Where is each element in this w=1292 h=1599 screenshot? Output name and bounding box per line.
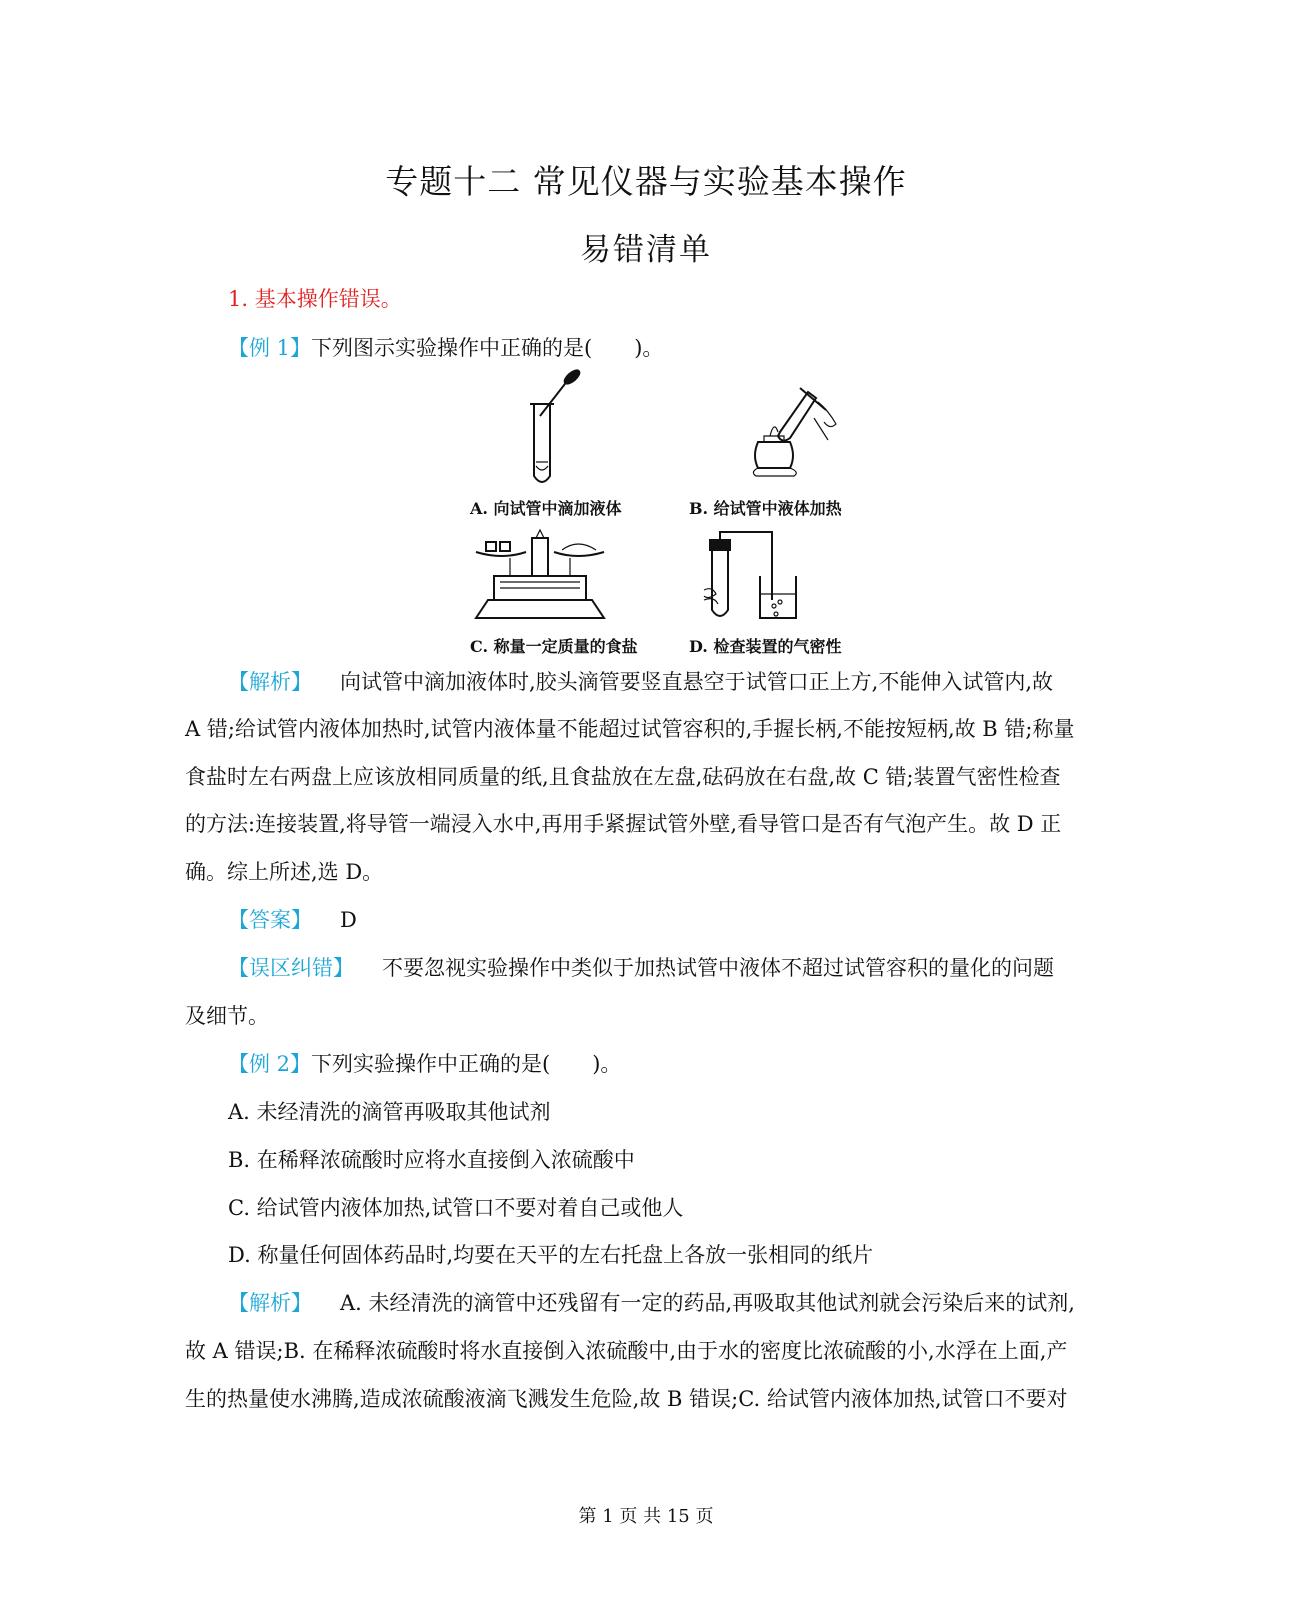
example-1-question-text: 下列图示实验操作中正确的是( )。 [311,336,664,360]
answer-tag: 【答案】 [228,908,312,932]
analysis-tag: 【解析】 [228,670,312,694]
example-2-option-c: C. 给试管内液体加热,试管口不要对着自己或他人 [228,1196,684,1220]
example-1-analysis-line-5: 确。综上所述,选 D。 [185,860,384,884]
example-1-question [228,333,663,363]
correction-tag: 【误区纠错】 [228,956,354,980]
figure-b-heating-test-tube [730,384,840,484]
example-2-analysis-line-3: 生的热量使水沸腾,造成浓硫酸液滴飞溅发生危险,故 B 错误;C. 给试管内液体加热,试管口不要对 [185,1387,1068,1411]
example-1-analysis-line-1: 【解析】 向试管中滴加液体时,胶头滴管要竖直悬空于试管口正上方,不能伸入试管内,故 [228,670,1054,694]
example-2-question [228,1049,621,1079]
example-1-correction-line-1: 【误区纠错】 不要忽视实验操作中类似于加热试管中液体不超过试管容积的量化的问题 [228,956,1054,980]
example-2-analysis-line-1: 【解析】 A. 未经清洗的滴管中还残留有一定的药品,再吸取其他试剂就会污染后来的试剂, [228,1291,1075,1315]
figure-c-balance [470,530,610,620]
example-2-option-d: D. 称量任何固体药品时,均要在天平的左右托盘上各放一张相同的纸片 [228,1243,874,1267]
figure-d-airtightness-check [702,530,812,624]
page-subtitle: 易错清单 [580,232,712,268]
answer-value: D [340,908,357,932]
example-1-answer [228,905,357,935]
example-2-analysis-line-2: 故 A 错误;B. 在稀释浓硫酸时将水直接倒入浓硫酸中,由于水的密度比浓硫酸的小,水浮在上面,产 [185,1339,1068,1363]
example-2-option-a: A. 未经清洗的滴管再吸取其他试剂 [228,1100,551,1124]
example-2-option-b: B. 在稀释浓硫酸时应将水直接倒入浓硫酸中 [228,1148,635,1172]
example-1-analysis-line-3: 食盐时左右两盘上应该放相同质量的纸,且食盐放在左盘,砝码放在右盘,故 C 错;装置气密性检查 [185,765,1061,789]
example-1-tag: 【例 1】 [228,336,312,360]
page-footer: 第 1 页 共 15 页 [578,1506,714,1527]
analysis-tag-2: 【解析】 [228,1291,312,1315]
example-2-tag: 【例 2】 [228,1052,312,1076]
figure-c-caption: C. 称量一定质量的食盐 [470,637,638,656]
section-heading: 1. 基本操作错误。 [228,287,402,311]
figure-a-caption: A. 向试管中滴加液体 [470,499,622,518]
example-1-analysis-line-2: A 错;给试管内液体加热时,试管内液体量不能超过试管容积的,手握长柄,不能按短柄,故 B 错;称量 [185,717,1075,741]
figure-d-caption: D. 检查装置的气密性 [689,637,842,656]
example-2-question-text: 下列实验操作中正确的是( )。 [311,1052,622,1076]
figure-b-caption: B. 给试管中液体加热 [689,499,842,518]
figure-a-dropper-test-tube [520,372,590,492]
example-1-correction-line-2: 及细节。 [185,1004,269,1028]
example-1-analysis-line-4: 的方法:连接装置,将导管一端浸入水中,再用手紧握试管外壁,看导管口是否有气泡产生。故 D 正 [185,812,1062,836]
page-title: 专题十二 常见仪器与实验基本操作 [385,162,907,201]
